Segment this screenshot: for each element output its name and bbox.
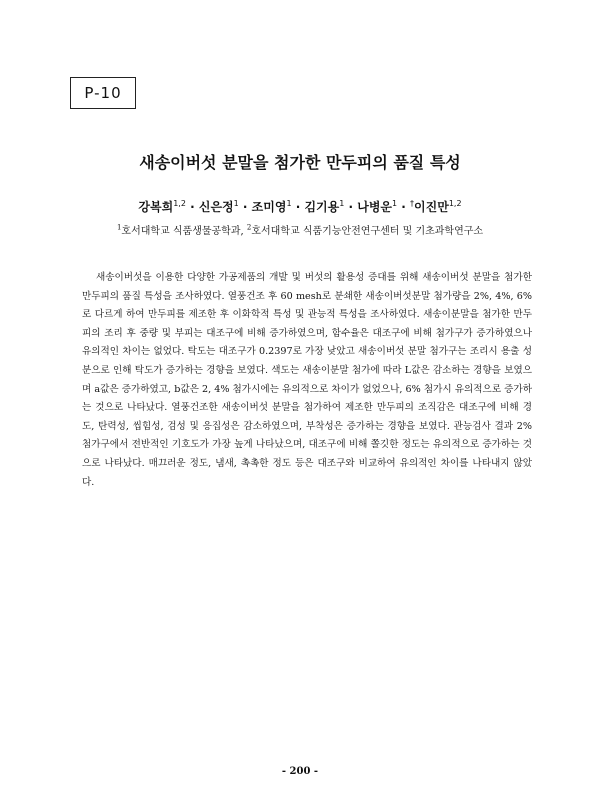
- presentation-code-box: [70, 77, 136, 109]
- author-affiliation-mark: 1,2: [448, 199, 462, 208]
- author-separator: ·: [238, 200, 252, 214]
- author-separator: ·: [344, 200, 358, 214]
- author-affiliation-mark: 1,2: [173, 199, 186, 208]
- author-separator: ·: [291, 200, 305, 214]
- affiliation-mark: 2: [246, 223, 252, 232]
- paper-title: 새송이버섯 분말을 첨가한 만두피의 품질 특성: [139, 153, 461, 172]
- author-name: 강복희: [138, 200, 174, 214]
- affiliation-text: 호서대학교 식품기능안전연구센터 및 기초과학연구소: [251, 226, 484, 237]
- page-number: - 200 -: [281, 766, 319, 777]
- author-separator: ·: [185, 200, 199, 214]
- author-name: 나병운: [357, 200, 393, 214]
- affiliation-text: 호서대학교 식품생물공학과,: [121, 226, 247, 237]
- abstract-paragraph: 새송이버섯을 이용한 다양한 가공제품의 개발 및 버섯의 활용성 증대를 위해 새송이버섯 분말을 첨가한 만두피의 품질 특성을 조사하였다. 열풍건조 후 60 mesh로 분쇄한 새송이버섯분말 첨가량을 2%, 4%, 6%로 다르게 하여 만두피를 제조한 후 이화학적 특성 및 관능적 특성을 조사하였다. 새송이분말을 첨가한 만두피의 조리 후 중량 및 부피는 대조구에 비해 증가하였으며, 함수율은 대조구에 비해 첨가구가 증가하였으나 유의적인 차이는 없었다. 탁도는 대조구가 0.2397로 가장 낮았고 새송이버섯 분말 첨가구는 조리시 용출 성분으로 인해 탁도가 증가하는 경향을 보였다. 색도는 새송이분말 첨가에 따라 L값은 감소하는 경향을 보였으며 a값은 증가하였고, b값은 2, 4% 첨가시에는 유의적으로 차이가 없었으나, 6% 첨가시 유의적으로 증가하는 것으로 나타났다. 열풍건조한 새송이버섯 분말을 첨가하여 제조한 만두피의 조직감은 대조구에 비해 경도, 탄력성, 씹힘성, 검성 및 응집성은 감소하였으며, 부착성은 증가하는 경향을 보였다. 관능검사 결과 2% 첨가구에서 전반적인 기호도가 가장 높게 나타났으며, 대조구에 비해 쫄깃한 정도는 유의적으로 증가하는 것으로 나타났다. 매끄러운 정도, 냄새, 촉촉한 정도 등은 대조구와 비교하여 유의적인 차이를 나타내지 않았다.: [82, 272, 532, 488]
- affiliation-list: [0, 222, 600, 237]
- author-name: 조미영: [251, 200, 287, 214]
- author-name: 신은정: [198, 200, 234, 214]
- author-affiliation-mark: 1: [339, 199, 345, 208]
- author-affiliation-mark: 1: [286, 199, 292, 208]
- author-list: [0, 198, 600, 215]
- author-separator: ·: [397, 200, 411, 214]
- affiliation-mark: 1: [116, 223, 122, 232]
- corresponding-author-mark: †: [410, 199, 415, 208]
- presentation-code: P-10: [84, 84, 122, 102]
- author-name: 이진만: [414, 200, 449, 214]
- author-name: 김기용: [304, 200, 340, 214]
- author-affiliation-mark: 1: [233, 199, 239, 208]
- abstract: [82, 269, 532, 492]
- author-affiliation-mark: 1: [392, 199, 398, 208]
